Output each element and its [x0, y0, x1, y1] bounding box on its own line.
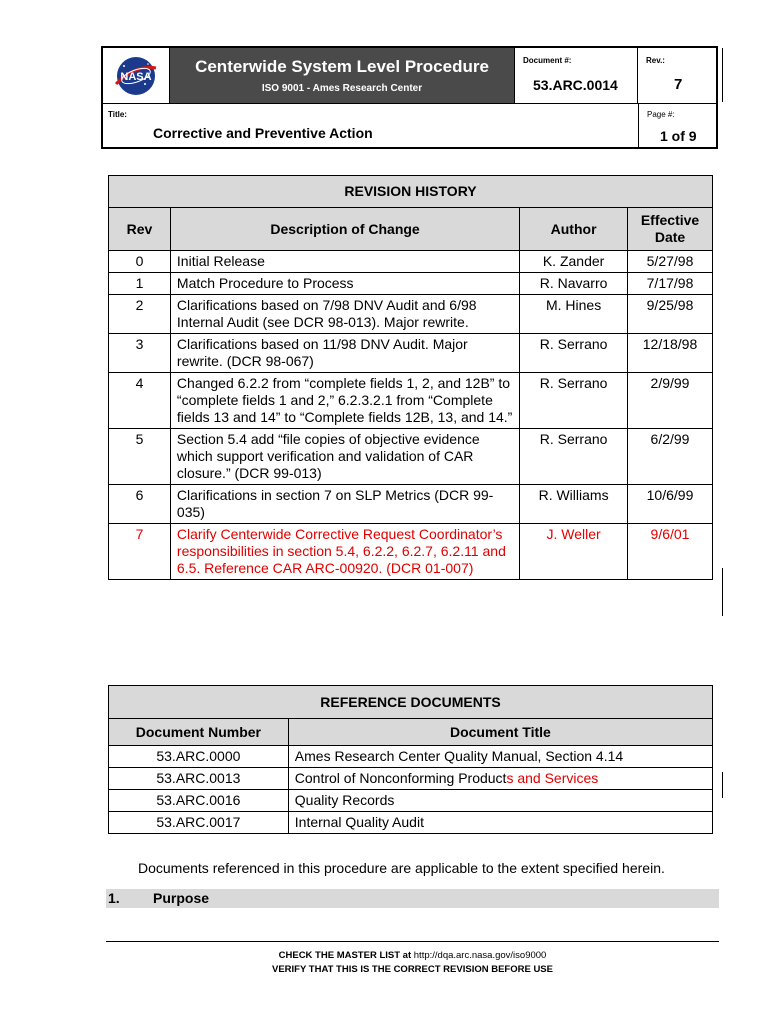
revision-value: 7	[674, 76, 683, 93]
document-title: Corrective and Preventive Action	[153, 125, 373, 141]
document-number: 53.ARC.0014	[533, 77, 618, 93]
description-cell: Clarifications based on 11/98 DNV Audit. Major rewrite. (DCR 98-067)	[170, 334, 519, 373]
reference-documents-table	[108, 685, 713, 834]
document-title-cell	[288, 790, 712, 812]
title-label: Title:	[108, 110, 127, 119]
document-number-cell: 53.ARC.0000	[109, 746, 289, 768]
table-row	[109, 812, 713, 834]
date-cell: 5/27/98	[628, 251, 713, 273]
section-heading-purpose	[106, 889, 719, 908]
footer-url[interactable]: http://dqa.arc.nasa.gov/iso9000	[413, 950, 547, 961]
rev-cell: 2	[109, 295, 171, 334]
procedure-subtitle: ISO 9001 - Ames Research Center	[261, 83, 423, 94]
document-number-label: Document #:	[523, 56, 572, 65]
author-cell: R. Serrano	[520, 334, 628, 373]
col-document-number: Document Number	[109, 719, 289, 746]
description-cell: Clarify Centerwide Corrective Request Coordinator’s responsibilities in section 5.4, 6.2.2, 6.2.7, 6.2.11 and 6.5. Reference CAR ARC-00920. (DCR 01-007)	[170, 524, 519, 580]
document-number-cell: 53.ARC.0013	[109, 768, 289, 790]
table-row	[109, 251, 713, 273]
footer-divider	[106, 941, 719, 942]
page-cell	[638, 104, 716, 147]
table-row	[109, 768, 713, 790]
table-row	[109, 746, 713, 768]
col-description: Description of Change	[170, 208, 519, 251]
rev-cell: 1	[109, 273, 171, 295]
document-number-cell: 53.ARC.0017	[109, 812, 289, 834]
rev-cell: 3	[109, 334, 171, 373]
reference-documents-header-row	[109, 719, 713, 746]
author-cell: M. Hines	[520, 295, 628, 334]
date-cell: 12/18/98	[628, 334, 713, 373]
rev-cell: 0	[109, 251, 171, 273]
section-number: 1.	[108, 890, 120, 906]
revision-history-table	[108, 175, 713, 580]
document-title-cell	[288, 768, 712, 790]
document-title-text: Control of Nonconforming Product	[294, 770, 507, 786]
table-row	[109, 373, 713, 429]
date-cell: 6/2/99	[628, 429, 713, 485]
procedure-title: Centerwide System Level Procedure	[195, 57, 489, 76]
document-header	[101, 46, 718, 149]
description-cell: Match Procedure to Process	[170, 273, 519, 295]
document-title-cell	[288, 746, 712, 768]
description-cell: Section 5.4 add “file copies of objective evidence which support verification and validation of CAR closure.” (DCR 99-013)	[170, 429, 519, 485]
revision-history-heading: REVISION HISTORY	[109, 176, 713, 208]
table-row	[109, 334, 713, 373]
description-cell: Initial Release	[170, 251, 519, 273]
date-cell: 9/25/98	[628, 295, 713, 334]
svg-text:NASA: NASA	[120, 70, 152, 83]
description-cell: Clarifications based on 7/98 DNV Audit and 6/98 Internal Audit (see DCR 98-013). Major rewrite.	[170, 295, 519, 334]
footer-verify-text: VERIFY THAT THIS IS THE CORRECT REVISION BEFORE USE	[272, 964, 553, 975]
col-author: Author	[520, 208, 628, 251]
nasa-logo	[112, 54, 160, 98]
footer	[106, 949, 719, 977]
title-bar	[170, 48, 515, 103]
table-row	[109, 429, 713, 485]
document-number-cell: 53.ARC.0016	[109, 790, 289, 812]
revision-label: Rev.:	[646, 56, 665, 65]
author-cell: R. Navarro	[520, 273, 628, 295]
rev-cell: 7	[109, 524, 171, 580]
document-title-text: Quality Records	[294, 792, 395, 808]
date-cell: 9/6/01	[628, 524, 713, 580]
section-label: Purpose	[153, 890, 210, 906]
table-row	[109, 295, 713, 334]
description-cell: Clarifications in section 7 on SLP Metrics (DCR 99-035)	[170, 485, 519, 524]
col-effective-date: Effective Date	[628, 208, 713, 251]
author-cell: R. Serrano	[520, 373, 628, 429]
author-cell: K. Zander	[520, 251, 628, 273]
applicability-note: Documents referenced in this procedure are applicable to the extent specified herein.	[138, 860, 665, 876]
table-row-current	[109, 524, 713, 580]
change-bar	[722, 48, 723, 102]
rev-cell: 5	[109, 429, 171, 485]
description-cell: Changed 6.2.2 from “complete fields 1, 2, and 12B” to “complete fields 1 and 2,” 6.2.3.2.1 from “Complete fields 13 and 14” to “Complete fields 12B, 13, and 14.”	[170, 373, 519, 429]
author-cell: J. Weller	[520, 524, 628, 580]
table-row	[109, 485, 713, 524]
document-title-text: Ames Research Center Quality Manual, Section 4.14	[294, 748, 624, 764]
date-cell: 7/17/98	[628, 273, 713, 295]
rev-cell: 6	[109, 485, 171, 524]
date-cell: 10/6/99	[628, 485, 713, 524]
document-title-revision-text: s and Services	[506, 770, 599, 786]
document-number-cell	[515, 48, 638, 103]
footer-check-text: CHECK THE MASTER LIST at	[278, 950, 412, 961]
author-cell: R. Williams	[520, 485, 628, 524]
title-row	[103, 103, 716, 147]
table-row	[109, 273, 713, 295]
change-bar	[722, 772, 723, 798]
page-label: Page #:	[647, 110, 675, 119]
date-cell: 2/9/99	[628, 373, 713, 429]
reference-documents-heading: REFERENCE DOCUMENTS	[109, 686, 713, 719]
rev-cell: 4	[109, 373, 171, 429]
revision-history-header-row	[109, 208, 713, 251]
col-document-title: Document Title	[288, 719, 712, 746]
document-title-cell	[288, 812, 712, 834]
author-cell: R. Serrano	[520, 429, 628, 485]
document-title-text: Internal Quality Audit	[294, 814, 424, 830]
col-rev: Rev	[109, 208, 171, 251]
change-bar	[722, 568, 723, 616]
page-number: 1 of 9	[660, 128, 697, 144]
table-row	[109, 790, 713, 812]
revision-cell	[638, 48, 716, 103]
logo-cell	[103, 48, 170, 103]
